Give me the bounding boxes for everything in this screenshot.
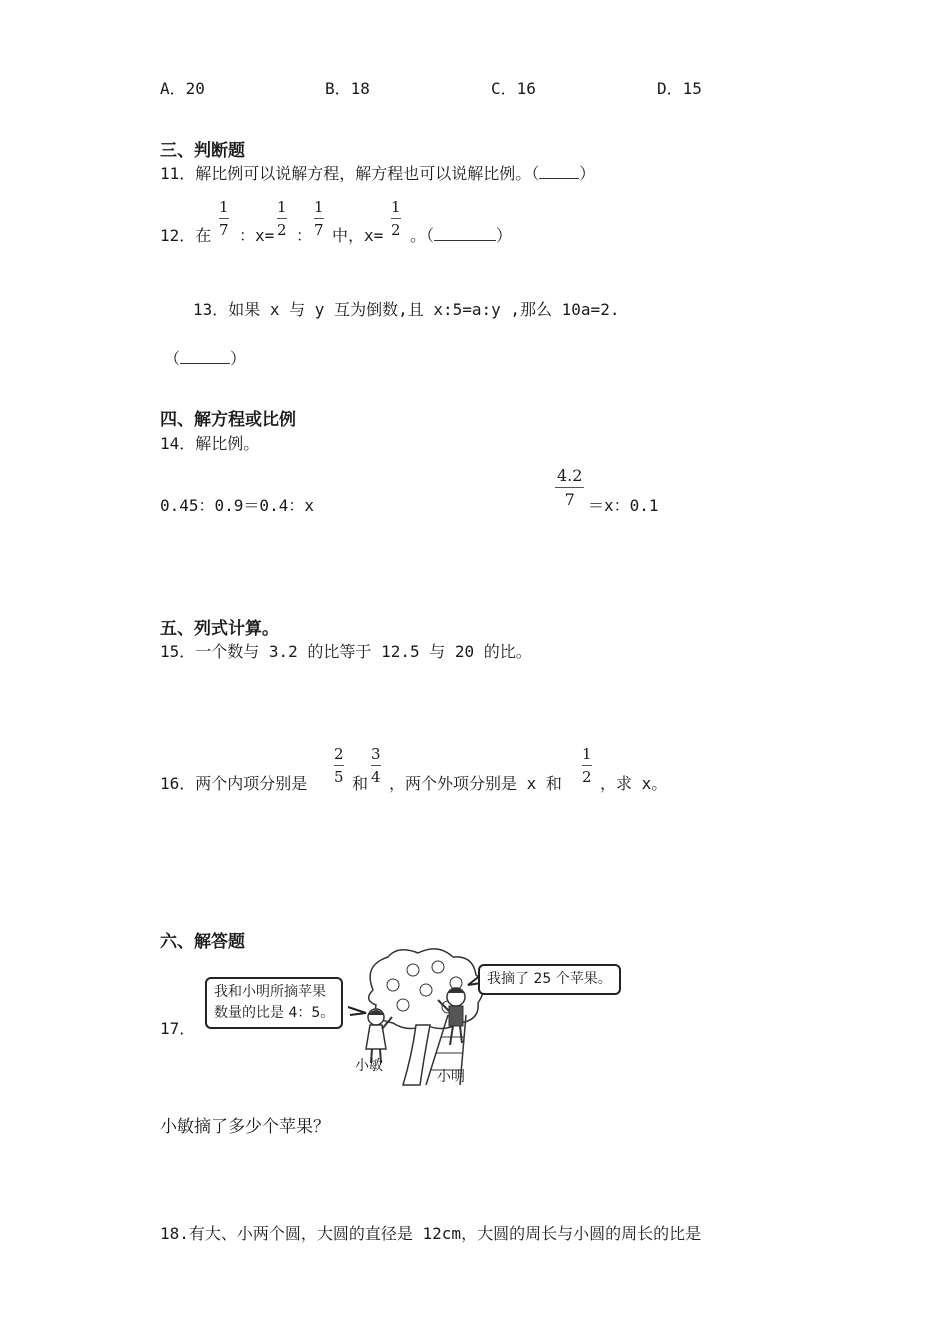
question-16-mid: ，两个外项分别是 x 和	[389, 774, 562, 793]
fraction-denominator: 7	[219, 221, 229, 239]
ratio-colon: ：	[296, 226, 313, 245]
fraction-denominator: 2	[582, 768, 592, 786]
apple-icon	[432, 961, 444, 973]
label-xiaomin: 小敏	[355, 1058, 383, 1074]
fraction-denominator: 7	[314, 221, 324, 239]
speech-bubble-xiaoming	[478, 964, 621, 995]
bubble-pointer	[348, 1007, 366, 1015]
fraction-numerator: 1	[277, 200, 287, 219]
tree-trunk	[403, 1025, 430, 1085]
apple-icon	[450, 977, 462, 989]
boy-body	[449, 1006, 463, 1026]
fraction-1-7	[219, 200, 229, 238]
label-xiaoming: 小明	[437, 1069, 465, 1085]
fraction-denominator: 7	[564, 490, 575, 509]
option-c: C．16	[491, 79, 536, 98]
bubble-text: 我摘了 25 个苹果。	[487, 971, 612, 987]
question-16-suffix: ，求 x。	[600, 774, 668, 793]
bubble-line: 数量的比是 4：5。	[214, 1005, 335, 1021]
question-14-text: 14．解比例。	[160, 434, 260, 453]
boy-leg	[460, 1026, 462, 1043]
speech-bubble-xiaomin	[205, 977, 343, 1029]
paren-close: ）	[496, 226, 513, 245]
question-13-text: 13．如果 x 与 y 互为倒数,且 x:5=a:y ,那么 10a=2.	[193, 300, 620, 319]
apple-icon	[420, 984, 432, 996]
question-11	[160, 161, 595, 184]
paren-close: ）	[230, 349, 247, 368]
fraction-1-2	[277, 200, 287, 238]
ratio-colon-x: ：x=	[239, 226, 275, 245]
fraction-denominator: 5	[334, 768, 344, 786]
question-17-text: 小敏摘了多少个苹果？	[160, 1117, 330, 1137]
fraction-1-2-c	[582, 747, 592, 785]
fraction-denominator: 2	[391, 221, 401, 239]
apple-icon	[407, 964, 419, 976]
fraction-denominator: 2	[277, 221, 287, 239]
fraction-numerator: 1	[391, 200, 401, 219]
paren-open: （	[164, 349, 181, 368]
answer-blank-11[interactable]	[539, 164, 579, 179]
fraction-numerator: 1	[219, 200, 229, 219]
question-12-mid: 中，x=	[332, 226, 384, 245]
boy-leg	[450, 1026, 453, 1045]
question-16-prefix: 16．两个内项分别是	[160, 774, 308, 793]
question-11-text: 11．解比例可以说解方程，解方程也可以说解比例。（	[160, 164, 540, 183]
fraction-4-2-over-7	[555, 468, 584, 508]
option-b: B．18	[325, 79, 370, 98]
paren-close: ）	[579, 164, 596, 183]
option-a: A．20	[160, 79, 205, 98]
section-title-answer: 六、解答题	[160, 932, 245, 952]
question-18-text: 18.有大、小两个圆，大圆的直径是 12cm，大圆的周长与小圆的周长的比是	[160, 1224, 702, 1243]
question-16-and: 和	[352, 774, 369, 793]
question-12-answer	[410, 223, 512, 246]
question-13-answer	[164, 346, 246, 369]
question-17-number: 17．	[160, 1019, 196, 1038]
fraction-numerator: 4.2	[555, 468, 584, 488]
section-title-judgement: 三、判断题	[160, 141, 245, 161]
fraction-denominator: 4	[371, 768, 381, 786]
answer-blank-12[interactable]	[434, 226, 496, 241]
proportion-1: 0.45：0.9＝0.4：x	[160, 496, 314, 515]
fraction-1-7-b	[314, 200, 324, 238]
bubble-line: 我和小明所摘苹果	[214, 984, 326, 1000]
question-12-suffix: 。（	[410, 226, 435, 245]
proportion-2-rest: ＝x：0.1	[588, 496, 659, 515]
fraction-numerator: 2	[334, 747, 344, 766]
section-title-calculation: 五、列式计算。	[160, 619, 279, 639]
fraction-2-5	[334, 747, 344, 785]
question-15-text: 15．一个数与 3.2 的比等于 12.5 与 20 的比。	[160, 642, 532, 661]
option-d: D．15	[657, 79, 702, 98]
apple-icon	[387, 979, 399, 991]
fraction-3-4	[371, 747, 381, 785]
fraction-numerator: 1	[314, 200, 324, 219]
apple-icon	[397, 999, 409, 1011]
section-title-solve: 四、解方程或比例	[160, 410, 296, 430]
question-12-prefix: 12．在	[160, 226, 212, 245]
fraction-numerator: 1	[582, 747, 592, 766]
answer-blank-13[interactable]	[180, 349, 230, 364]
fraction-1-2-b	[391, 200, 401, 238]
fraction-numerator: 3	[371, 747, 381, 766]
